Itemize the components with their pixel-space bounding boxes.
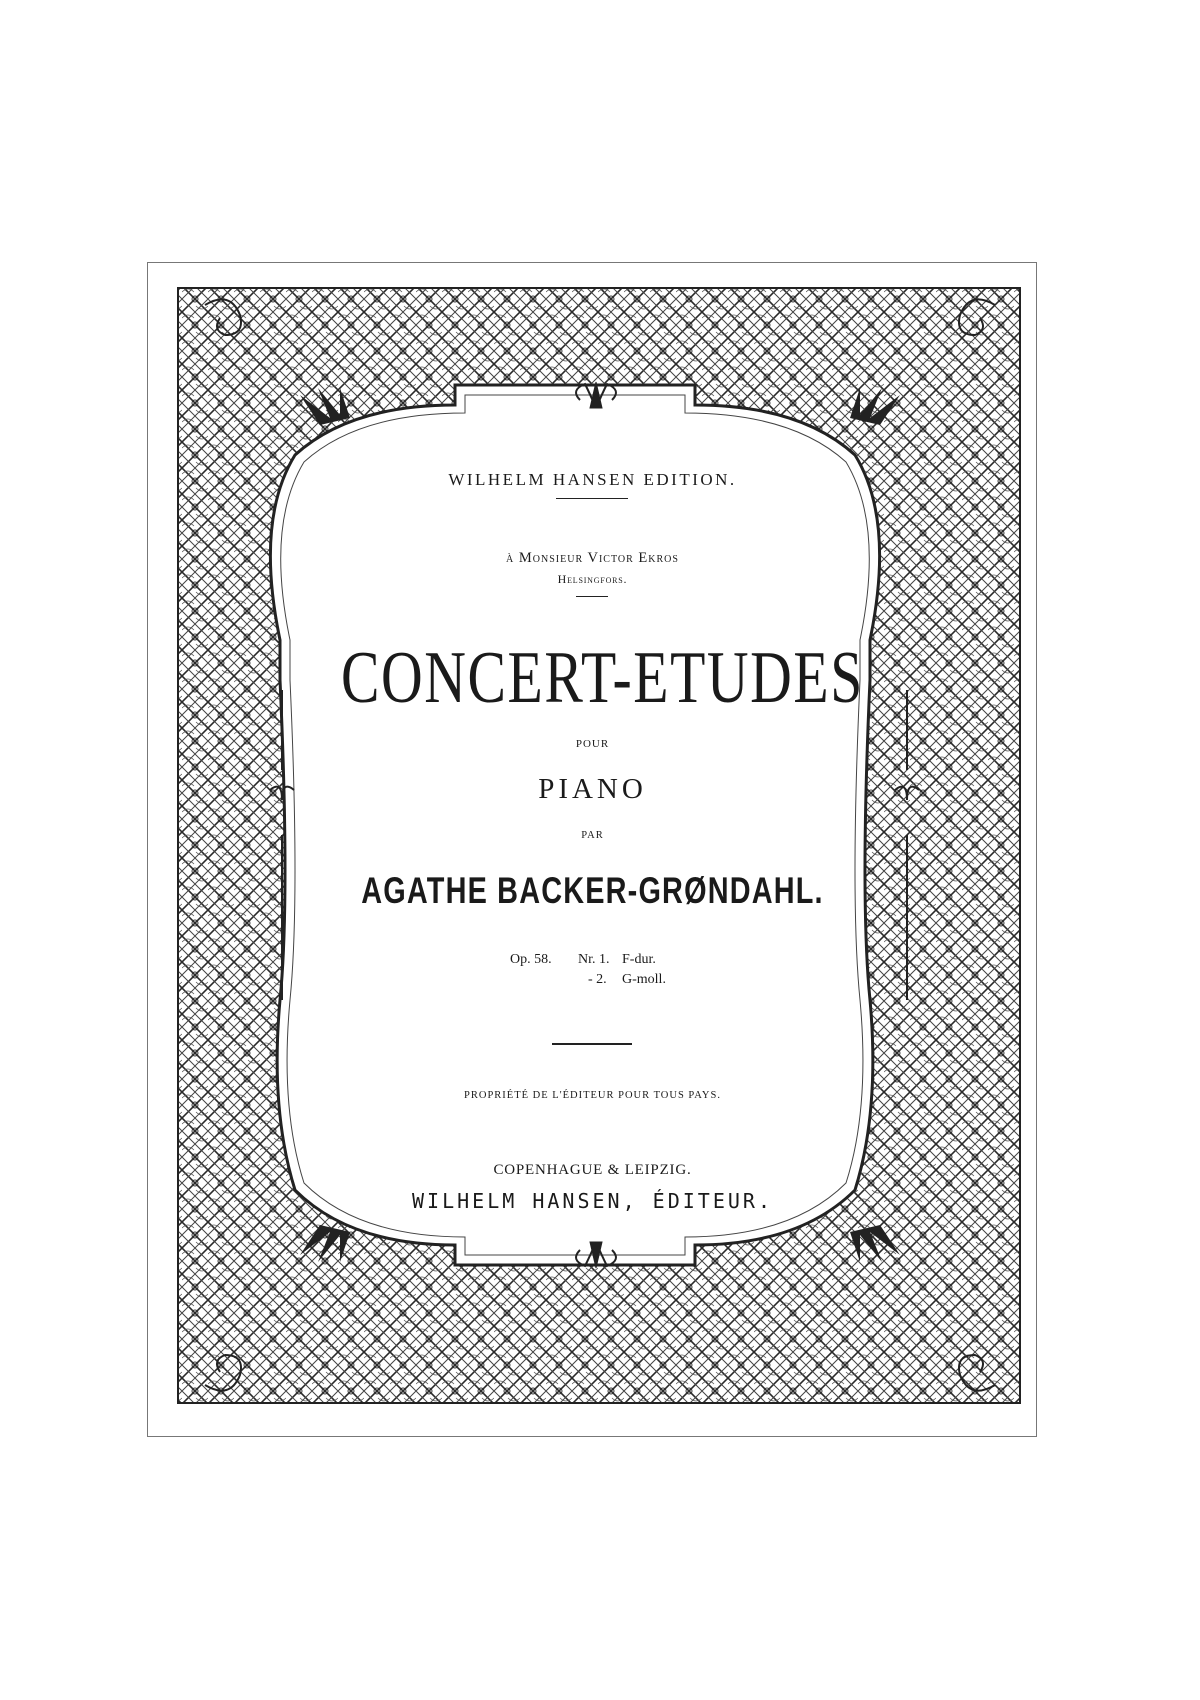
opus-entry-2-number: - 2. — [588, 972, 607, 987]
opus-entry-1-number: Nr. 1. — [578, 952, 610, 967]
cover-content — [270, 400, 915, 1360]
opus-label: Op. 58. — [510, 952, 552, 967]
page-title: CONCERT-ETUDES — [340, 637, 864, 719]
dedication-line-1: à Monsieur Victor Ekros — [506, 550, 679, 566]
instrument-label: PIANO — [538, 773, 647, 805]
publisher-name: WILHELM HANSEN, ÉDITEUR. — [412, 1189, 773, 1213]
edition-heading: WILHELM HANSEN EDITION. — [448, 470, 737, 489]
dedication-divider — [576, 596, 608, 597]
opus-entry-1-key: F-dur. — [622, 952, 656, 967]
edition-divider — [556, 498, 628, 499]
opus-entry-2-key: G-moll. — [622, 972, 666, 987]
dedication-line-2: Helsingfors. — [557, 572, 628, 586]
composer-name: AGATHE BACKER-GRØNDAHL. — [361, 870, 824, 911]
rights-notice: PROPRIÉTÉ DE L'ÉDITEUR POUR TOUS PAYS. — [464, 1090, 721, 1101]
par-label: PAR — [581, 830, 604, 841]
pour-label: POUR — [575, 738, 610, 750]
publisher-city: COPENHAGUE & LEIPZIG. — [493, 1162, 692, 1178]
section-divider — [552, 1043, 632, 1045]
